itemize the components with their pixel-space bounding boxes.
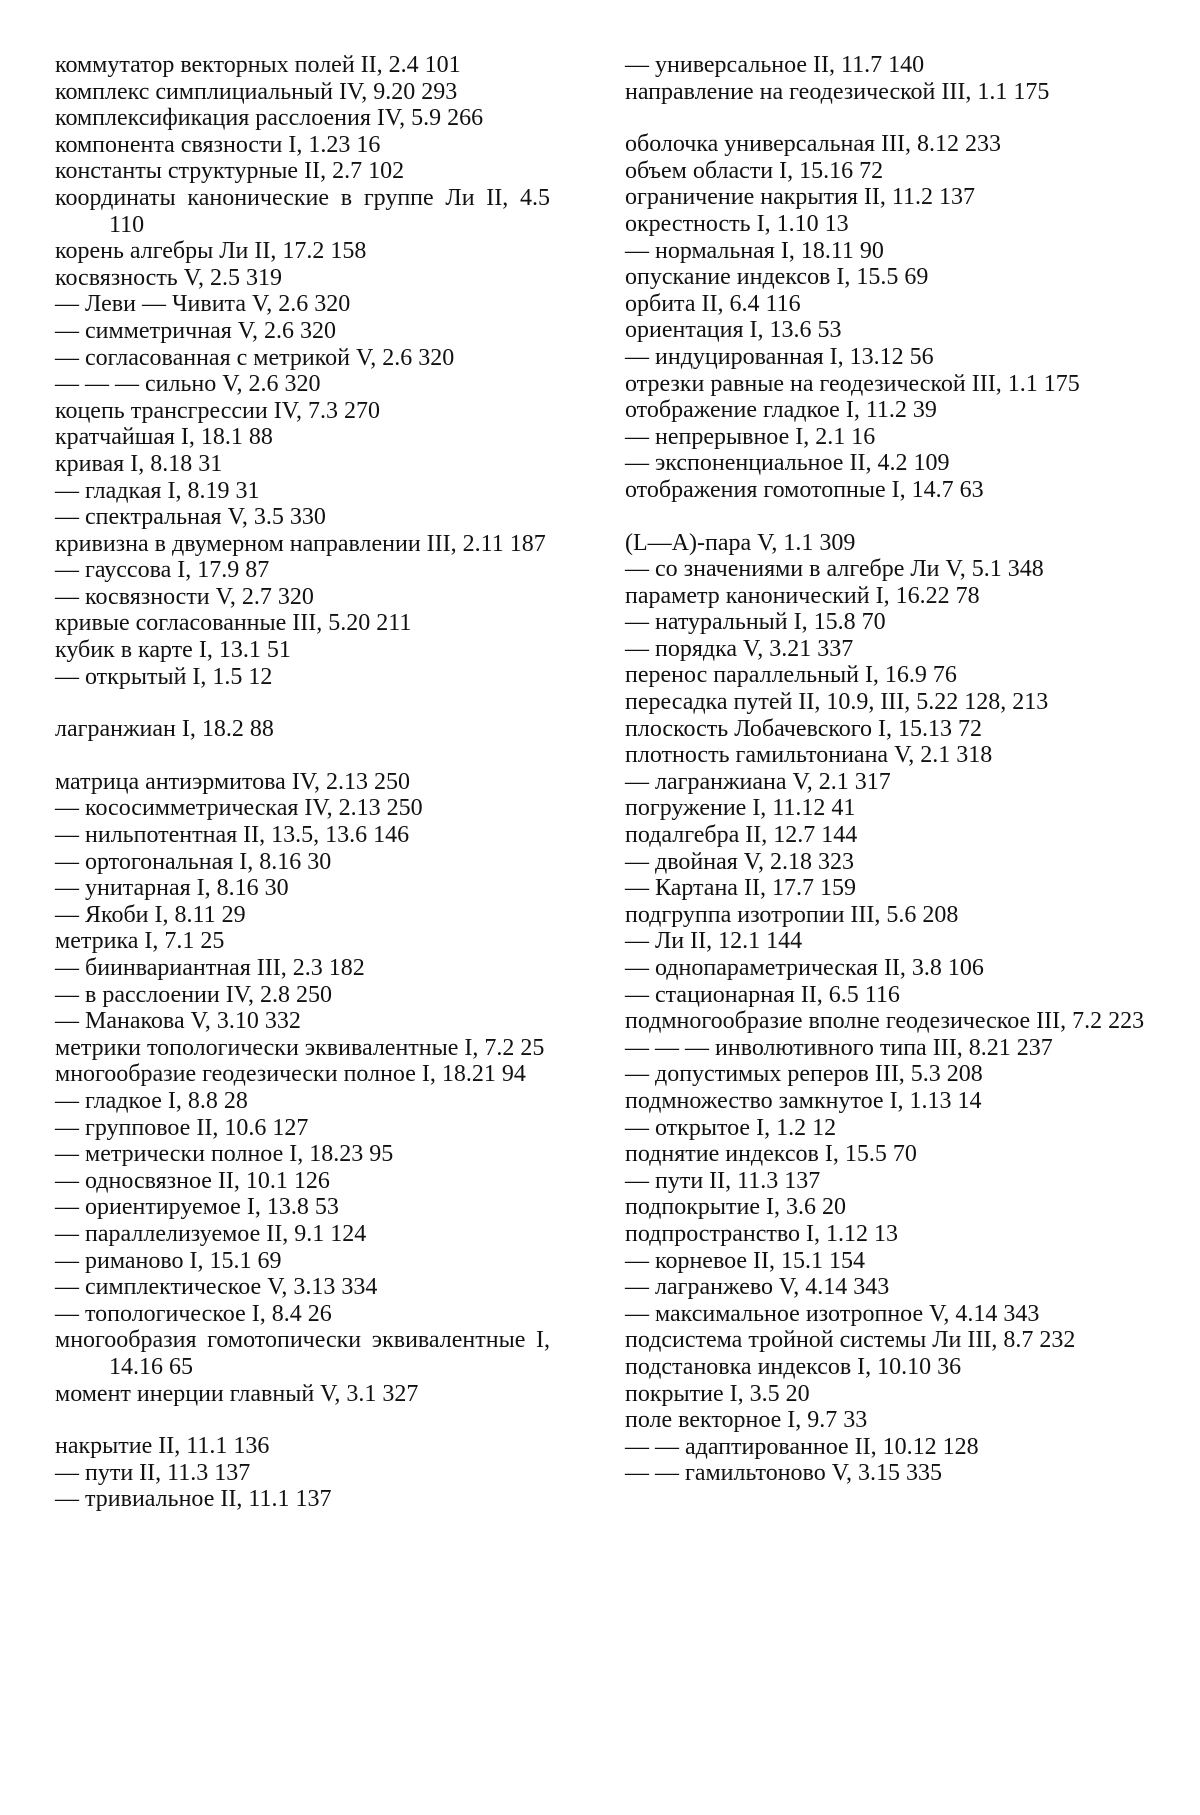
section-gap — [625, 504, 1145, 530]
section-gap — [55, 1407, 550, 1433]
index-entry: окрестность I, 1.10 13 — [625, 210, 849, 237]
index-entry: константы структурные II, 2.7 102 — [55, 158, 405, 185]
index-entry: орбита II, 6.4 116 — [625, 290, 801, 317]
index-entry: метрики топологически эквивалентные I, 7.2 25 — [55, 1034, 545, 1061]
index-entry: подстановка индексов I, 10.10 36 — [625, 1353, 962, 1380]
index-entry: — унитарная I, 8.16 30 — [55, 875, 289, 902]
index-entry: плоскость Лобачевского I, 15.13 72 — [625, 715, 983, 742]
index-entry: объем области I, 15.16 72 — [625, 157, 884, 184]
index-entry: — ориентируемое I, 13.8 53 — [55, 1194, 339, 1221]
index-entry: — кососимметрическая IV, 2.13 250 — [55, 795, 423, 822]
index-entry: — Якоби I, 8.11 29 — [55, 901, 246, 928]
index-entry: — пути II, 11.3 137 — [55, 1459, 251, 1486]
index-entry: подпространство I, 1.12 13 — [625, 1220, 899, 1247]
index-entry: многообразия гомотопически эквивалентные I, 14.16 65 — [55, 1327, 550, 1380]
index-entry: — индуцированная I, 13.12 56 — [625, 343, 934, 370]
index-column-left — [55, 52, 550, 1513]
index-entry: компонента связности I, 1.23 16 — [55, 131, 381, 158]
index-entry: — экспоненциальное II, 4.2 109 — [625, 450, 950, 477]
index-entry: коцепь трансгрессии IV, 7.3 270 — [55, 397, 380, 424]
index-entry: косвязность V, 2.5 319 — [55, 264, 282, 291]
index-entry: — открытое I, 1.2 12 — [625, 1114, 837, 1141]
index-entry: — в расслоении IV, 2.8 250 — [55, 981, 332, 1008]
index-entry: момент инерции главный V, 3.1 327 — [55, 1380, 419, 1407]
index-entry: — Ли II, 12.1 144 — [625, 928, 803, 955]
index-entry: отображения гомотопные I, 14.7 63 — [625, 476, 984, 503]
index-entry: — — — сильно V, 2.6 320 — [55, 371, 321, 398]
index-entry: ориентация I, 13.6 53 — [625, 317, 842, 344]
index-entry: подалгебра II, 12.7 144 — [625, 822, 858, 849]
index-entry: отрезки равные на геодезической III, 1.1 175 — [625, 370, 1080, 397]
index-entry: — порядка V, 3.21 337 — [625, 635, 854, 662]
index-entry: — параллелизуемое II, 9.1 124 — [55, 1220, 367, 1247]
index-entry: — Леви — Чивита V, 2.6 320 — [55, 291, 351, 318]
index-entry: — топологическое I, 8.4 26 — [55, 1300, 332, 1327]
index-entry: — групповое II, 10.6 127 — [55, 1114, 309, 1141]
index-entry: — допустимых реперов III, 5.3 208 — [625, 1061, 983, 1088]
index-entry: оболочка универсальная III, 8.12 233 — [625, 131, 1002, 158]
index-entry: корень алгебры Ли II, 17.2 158 — [55, 238, 367, 265]
index-entry: подпокрытие I, 3.6 20 — [625, 1194, 846, 1221]
index-entry: — универсальное II, 11.7 140 — [625, 52, 925, 78]
index-entry: подсистема тройной системы Ли III, 8.7 232 — [625, 1327, 1076, 1354]
index-entry: кривая I, 8.18 31 — [55, 450, 223, 477]
index-entry: — гладкое I, 8.8 28 — [55, 1087, 248, 1114]
index-entry: — непрерывное I, 2.1 16 — [625, 423, 876, 450]
index-entry: — — гамильтоново V, 3.15 335 — [625, 1460, 942, 1487]
index-entry: — — адаптированное II, 10.12 128 — [625, 1433, 979, 1460]
index-entry: кратчайшая I, 18.1 88 — [55, 424, 273, 451]
index-entry: кривизна в двумерном направлении III, 2.11 187 — [55, 530, 546, 557]
index-entry: — нормальная I, 18.11 90 — [625, 237, 884, 264]
index-entry: — симплектическое V, 3.13 334 — [55, 1274, 378, 1301]
section-gap — [55, 690, 550, 716]
index-entry: отображение гладкое I, 11.2 39 — [625, 397, 937, 424]
index-entry: — максимальное изотропное V, 4.14 343 — [625, 1300, 1040, 1327]
index-entry: — односвязное II, 10.1 126 — [55, 1167, 330, 1194]
index-entry: — косвязности V, 2.7 320 — [55, 583, 314, 610]
index-entry: кривые согласованные III, 5.20 211 — [55, 610, 412, 637]
index-entry: многообразие геодезически полное I, 18.21 94 — [55, 1061, 526, 1088]
index-entry: подмножество замкнутое I, 1.13 14 — [625, 1087, 982, 1114]
index-entry: — — — инволютивного типа III, 8.21 237 — [625, 1034, 1053, 1061]
index-entry: — ортогональная I, 8.16 30 — [55, 848, 332, 875]
index-entry: метрика I, 7.1 25 — [55, 928, 225, 955]
index-entry: опускание индексов I, 15.5 69 — [625, 264, 929, 291]
index-entry: — спектральная V, 3.5 330 — [55, 504, 326, 531]
index-entry: — лагранжиана V, 2.1 317 — [625, 768, 891, 795]
index-entry: накрытие II, 11.1 136 — [55, 1433, 270, 1460]
index-entry: подгруппа изотропии III, 5.6 208 — [625, 901, 959, 928]
index-entry: — натуральный I, 15.8 70 — [625, 609, 886, 636]
index-entry: направление на геодезической III, 1.1 175 — [625, 78, 1050, 105]
index-entry: — лагранжево V, 4.14 343 — [625, 1274, 890, 1301]
index-entry: — пути II, 11.3 137 — [625, 1167, 821, 1194]
index-entry: коммутатор векторных полей II, 2.4 101 — [55, 52, 461, 78]
index-entry: лагранжиан I, 18.2 88 — [55, 716, 274, 743]
index-entry: — со значениями в алгебре Ли V, 5.1 348 — [625, 556, 1044, 583]
index-entry: матрица антиэрмитова IV, 2.13 250 — [55, 768, 411, 795]
index-entry: — согласованная с метрикой V, 2.6 320 — [55, 344, 455, 371]
index-entry: параметр канонический I, 16.22 78 — [625, 582, 980, 609]
section-gap — [625, 105, 1145, 131]
index-entry: комплекс симплициальный IV, 9.20 293 — [55, 78, 458, 105]
index-entry: — риманово I, 15.1 69 — [55, 1247, 282, 1274]
index-entry: пересадка путей II, 10.9, III, 5.22 128, 213 — [625, 689, 1049, 716]
index-entry: плотность гамильтониана V, 2.1 318 — [625, 742, 993, 769]
index-entry: — тривиальное II, 11.1 137 — [55, 1486, 332, 1513]
index-entry: — Манакова V, 3.10 332 — [55, 1008, 301, 1035]
index-entry: подмногообразие вполне геодезическое III, 7.2 223 — [625, 1008, 1145, 1035]
index-entry: ограничение накрытия II, 11.2 137 — [625, 184, 975, 211]
index-entry: комплексификация расслоения IV, 5.9 266 — [55, 105, 484, 132]
index-entry: — нильпотентная II, 13.5, 13.6 146 — [55, 822, 410, 849]
index-entry: кубик в карте I, 13.1 51 — [55, 637, 291, 664]
index-entry: — открытый I, 1.5 12 — [55, 663, 273, 690]
index-entry: — биинвариантная III, 2.3 182 — [55, 955, 365, 981]
index-entry: (L—A)-пара V, 1.1 309 — [625, 529, 856, 556]
index-entry: — симметричная V, 2.6 320 — [55, 317, 336, 344]
index-entry: — гладкая I, 8.19 31 — [55, 477, 260, 504]
index-entry: — двойная V, 2.18 323 — [625, 848, 854, 875]
index-column-right — [625, 52, 1145, 1487]
index-entry: покрытие I, 3.5 20 — [625, 1380, 810, 1407]
index-entry: — метрически полное I, 18.23 95 — [55, 1141, 394, 1168]
index-entry: поднятие индексов I, 15.5 70 — [625, 1141, 917, 1168]
index-entry: поле векторное I, 9.7 33 — [625, 1407, 868, 1434]
index-entry: — стационарная II, 6.5 116 — [625, 981, 900, 1008]
index-entry: координаты канонические в группе Ли II, 4.5 110 — [55, 184, 550, 238]
index-entry: — корневое II, 15.1 154 — [625, 1247, 866, 1274]
index-entry: — гауссова I, 17.9 87 — [55, 557, 270, 584]
index-entry: — однопараметрическая II, 3.8 106 — [625, 955, 984, 981]
section-gap — [55, 743, 550, 769]
index-entry: перенос параллельный I, 16.9 76 — [625, 662, 957, 689]
index-entry: погружение I, 11.12 41 — [625, 795, 856, 822]
index-entry: — Картана II, 17.7 159 — [625, 875, 856, 902]
